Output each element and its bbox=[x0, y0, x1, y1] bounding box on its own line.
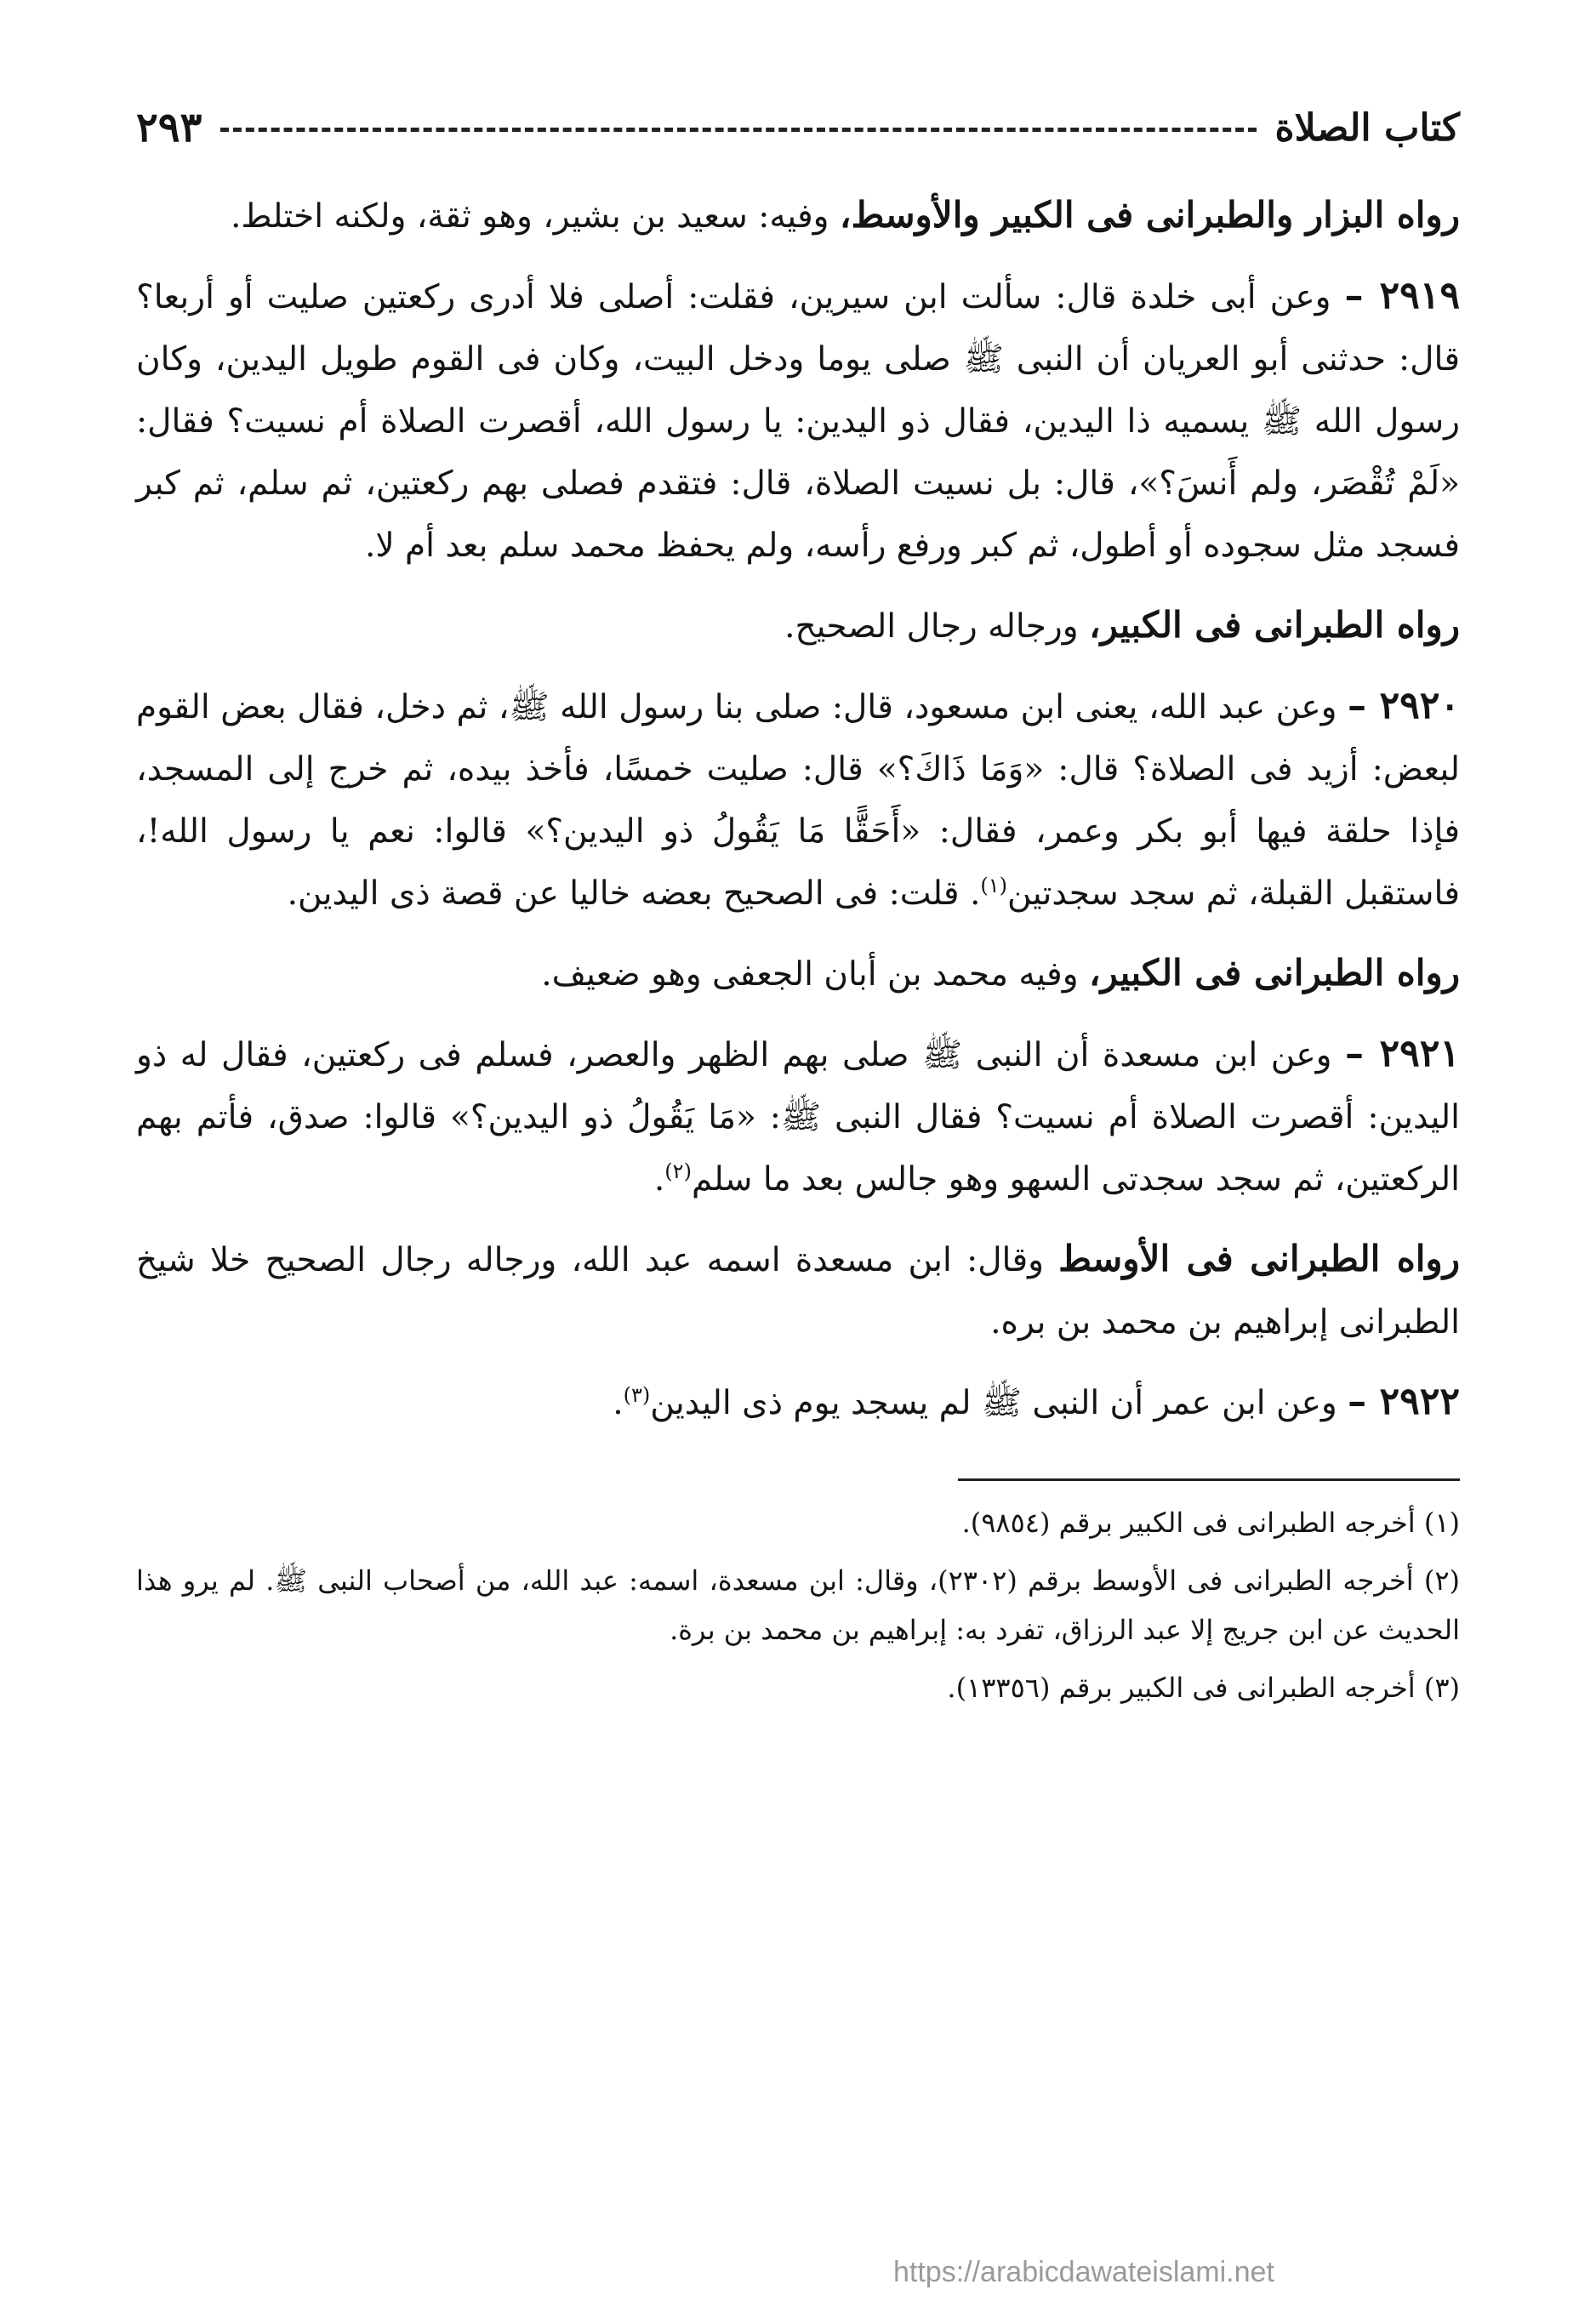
page-number: ٢٩٣ bbox=[136, 104, 202, 151]
paragraph-text: وعن عبد الله، يعنى ابن مسعود، قال: صلى بنا رسول الله ﷺ، ثم دخل، فقال بعض القوم لبعض: أزيد فى الصلاة؟ قال: «وَمَا ذَاكَ؟» قال: صليت خمسًا، فأخذ بيده، ثم خرج إلى المسجد، فإذا حلقة فيها أبو بكر وعمر، فقال: «أَحَقًّا مَا يَقُولُ ذو اليدين؟» قالوا: نعم يا رسول الله!، فاستقبل القبلة، ثم سجد سجدتين bbox=[136, 688, 1460, 913]
paragraph-text: وعن ابن مسعدة أن النبى ﷺ صلى بهم الظهر والعصر، فسلم فى ركعتين، فقال له ذو اليدين: أقصرت الصلاة أم نسيت؟ فقال النبى ﷺ: «مَا يَقُولُ ذو اليدين؟» قالوا: صدق، فأتم بهم الركعتين، ثم سجد سجدتى السهو وهو جالس بعد ما سلم bbox=[136, 1036, 1460, 1199]
hadith-number: ٢٩١٩ – bbox=[1344, 274, 1460, 317]
paragraph-text: ورجاله رجال الصحيح. bbox=[784, 607, 1089, 646]
footnote-1: (١) أخرجه الطبرانى فى الكبير برقم (٩٨٥٤). bbox=[961, 1507, 1460, 1539]
hadith-2919 bbox=[136, 265, 1460, 577]
paragraph-text: وقال: ابن مسعدة اسمه عبد الله، ورجاله رجال الصحيح خلا شيخ الطبرانى إبراهيم بن محمد بن بره. bbox=[136, 1241, 1460, 1341]
paragraph-text: وفيه محمد بن أبان الجعفى وهو ضعيف. bbox=[541, 955, 1089, 994]
hadith-number: ٢٩٢٠ – bbox=[1348, 684, 1460, 727]
source-paragraph bbox=[136, 184, 1460, 248]
footnotes bbox=[136, 1498, 1460, 1712]
source-citation: رواه الطبرانى فى الكبير، bbox=[1088, 952, 1460, 994]
source-citation: رواه الطبرانى فى الكبير، bbox=[1088, 604, 1460, 646]
book-title: كتاب الصلاة bbox=[1274, 105, 1460, 150]
source-paragraph bbox=[136, 594, 1460, 658]
paragraph-text-after: . bbox=[613, 1384, 624, 1422]
paragraph-text-after: . قلت: فى الصحيح بعضه خاليا عن قصة ذى اليدين. bbox=[287, 874, 981, 913]
hadith-number: ٢٩٢٢ – bbox=[1348, 1380, 1460, 1423]
header-dash-rule bbox=[220, 128, 1256, 132]
paragraph-text: وفيه: سعيد بن بشير، وهو ثقة، ولكنه اختلط. bbox=[231, 197, 840, 236]
source-citation: رواه البزار والطبرانى فى الكبير والأوسط، bbox=[839, 194, 1460, 236]
hadith-2920 bbox=[136, 675, 1460, 925]
footnote-ref: (٣) bbox=[623, 1383, 651, 1407]
footnote-divider bbox=[958, 1478, 1460, 1481]
source-citation: رواه الطبرانى فى الأوسط bbox=[1058, 1238, 1460, 1279]
watermark-url: https://arabicdawateislami.net bbox=[893, 2256, 1274, 2288]
footnote-3: (٣) أخرجه الطبرانى فى الكبير برقم (١٣٣٥٦). bbox=[947, 1672, 1460, 1704]
footnote-ref: (٢) bbox=[664, 1159, 692, 1183]
footnote-ref: (١) bbox=[980, 874, 1008, 897]
hadith-number: ٢٩٢١ – bbox=[1345, 1032, 1460, 1075]
footnote-2: (٢) أخرجه الطبرانى فى الأوسط برقم (٢٣٠٢)، وقال: ابن مسعدة، اسمه: عبد الله، من أصحاب النبى ﷺ. لم يرو هذا الحديث عن ابن جريج إلا عبد الرزاق، تفرد به: إبراهيم بن محمد بن برة. bbox=[136, 1564, 1461, 1646]
hadith-2921 bbox=[136, 1022, 1460, 1210]
source-paragraph bbox=[136, 942, 1460, 1005]
main-text bbox=[136, 184, 1460, 1434]
running-header bbox=[136, 100, 1460, 155]
paragraph-text: وعن ابن عمر أن النبى ﷺ لم يسجد يوم ذى اليدين bbox=[650, 1384, 1348, 1422]
hadith-2922 bbox=[136, 1370, 1460, 1434]
paragraph-text: وعن أبى خلدة قال: سألت ابن سيرين، فقلت: أصلى فلا أدرى ركعتين صليت أو أربعا؟ قال: حدثنى أبو العريان أن النبى ﷺ صلى يوما ودخل البيت، وكان فى القوم طويل اليدين، وكان رسول الله ﷺ يسميه ذا اليدين، فقال ذو اليدين: يا رسول الله، أقصرت الصلاة أم نسيت؟ فقال: «لَمْ تُقْصَر، ولم أَنسَ؟»، قال: بل نسيت الصلاة، قال: فتقدم فصلى بهم ركعتين، ثم سلم، ثم كبر فسجد مثل سجوده أو أطول، ثم كبر ورفع رأسه، ولم يحفظ محمد سلم بعد أم لا. bbox=[136, 278, 1460, 565]
paragraph-text-after: . bbox=[653, 1160, 665, 1199]
source-paragraph bbox=[136, 1228, 1460, 1353]
